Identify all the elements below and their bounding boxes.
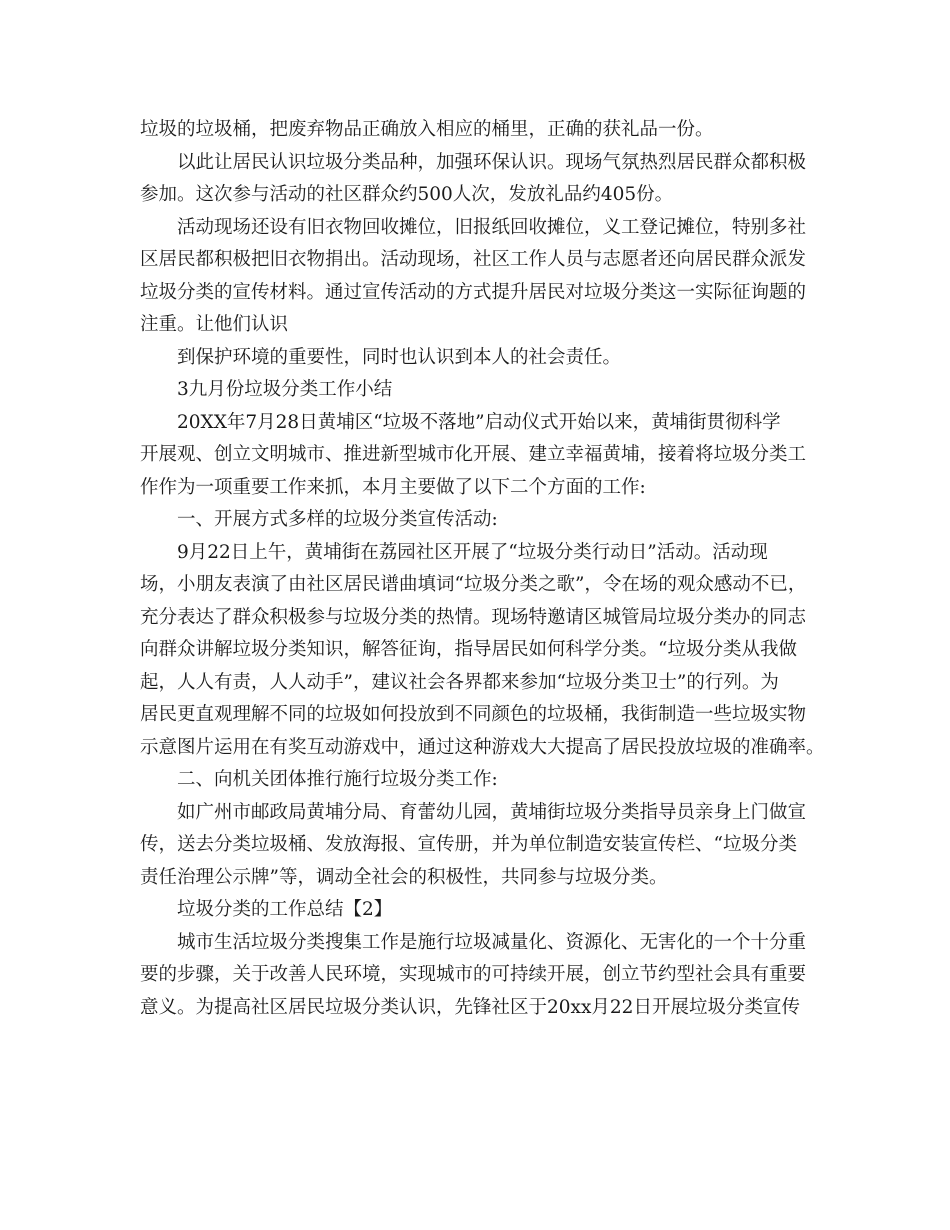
text-line: 3九月份垃圾分类工作小结 <box>177 379 393 400</box>
text-line: 20XX年7月28日黄埔区“垃圾不落地”启动仪式开始以来，黄埔街贯彻科学 <box>177 411 781 433</box>
text-line: 要的步骤，关于改善人民环境，实现城市的可持续开展，创立节约型社会具有重要 <box>140 964 807 985</box>
text-line: 传，送去分类垃圾桶、发放海报、宣传册，并为单位制造安装宣传栏、“垃圾分类 <box>140 834 797 855</box>
text-line: 注重。让他们认识 <box>140 314 289 335</box>
text-line: 如广州市邮政局黄埔分局、育蕾幼儿园，黄埔街垃圾分类指导员亲身上门做宣 <box>177 801 807 823</box>
text-line: 居民更直观理解不同的垃圾如何投放到不同颜色的垃圾桶，我街制造一些垃圾实物 <box>140 704 807 725</box>
text-line: 城市生活垃圾分类搜集工作是施行垃圾减量化、资源化、无害化的一个十分重 <box>177 931 807 953</box>
text-line: 起，人人有责，人人动手”，建议社会各界都来参加“垃圾分类卫士”的行列。为 <box>140 671 779 693</box>
text-line: 垃圾分类的宣传材料。通过宣传活动的方式提升居民对垃圾分类这一实际征询题的 <box>140 281 807 303</box>
text-line: 向群众讲解垃圾分类知识，解答征询，指导居民如何科学分类。“垃圾分类从我做 <box>140 639 797 660</box>
text-line: 二、向机关团体推行施行垃圾分类工作: <box>177 769 498 790</box>
text-line: 区居民都积极把旧衣物捐出。活动现场，社区工作人员与志愿者还向居民群众派发 <box>140 249 807 270</box>
text-line: 参加。这次参与活动的社区群众约500人次，发放礼品约405份。 <box>140 184 674 205</box>
text-line: 意义。为提高社区居民垃圾分类认识，先锋社区于20xx月22日开展垃圾分类宣传 <box>140 996 800 1018</box>
text-line: 9月22日上午，黄埔街在荔园社区开展了“垃圾分类行动日”活动。活动现 <box>177 541 768 563</box>
document-body <box>140 114 825 1024</box>
text-line: 作作为一项重要工作来抓，本月主要做了以下二个方面的工作: <box>140 476 646 498</box>
text-line: 以此让居民认识垃圾分类品种，加强环保认识。现场气氛热烈居民群众都积极 <box>177 151 807 173</box>
text-line: 垃圾分类的工作总结【2】 <box>177 899 393 920</box>
text-line: 垃圾的垃圾桶，把废弃物品正确放入相应的桶里，正确的获礼品一份。 <box>140 119 714 140</box>
text-line: 充分表达了群众积极参与垃圾分类的热情。现场特邀请区城管局垃圾分类办的同志 <box>140 606 807 628</box>
text-line: 责任治理公示牌”等，调动全社会的积极性，共同参与垃圾分类。 <box>140 866 668 888</box>
text-line: 一、开展方式多样的垃圾分类宣传活动: <box>177 509 498 530</box>
text-line: 开展观、创立文明城市、推进新型城市化开展、建立幸福黄埔，接着将垃圾分类工 <box>140 444 807 465</box>
text-line: 到保护环境的重要性，同时也认识到本人的社会责任。 <box>177 346 622 368</box>
text-line: 示意图片运用在有奖互动游戏中，通过这种游戏大大提高了居民投放垃圾的准确率。 <box>140 736 825 758</box>
text-line: 活动现场还设有旧衣物回收摊位，旧报纸回收摊位，义工登记摊位，特别多社 <box>177 216 807 238</box>
text-line: 场，小朋友表演了由社区居民谱曲填词“垃圾分类之歌”，令在场的观众感动不已， <box>140 574 807 595</box>
